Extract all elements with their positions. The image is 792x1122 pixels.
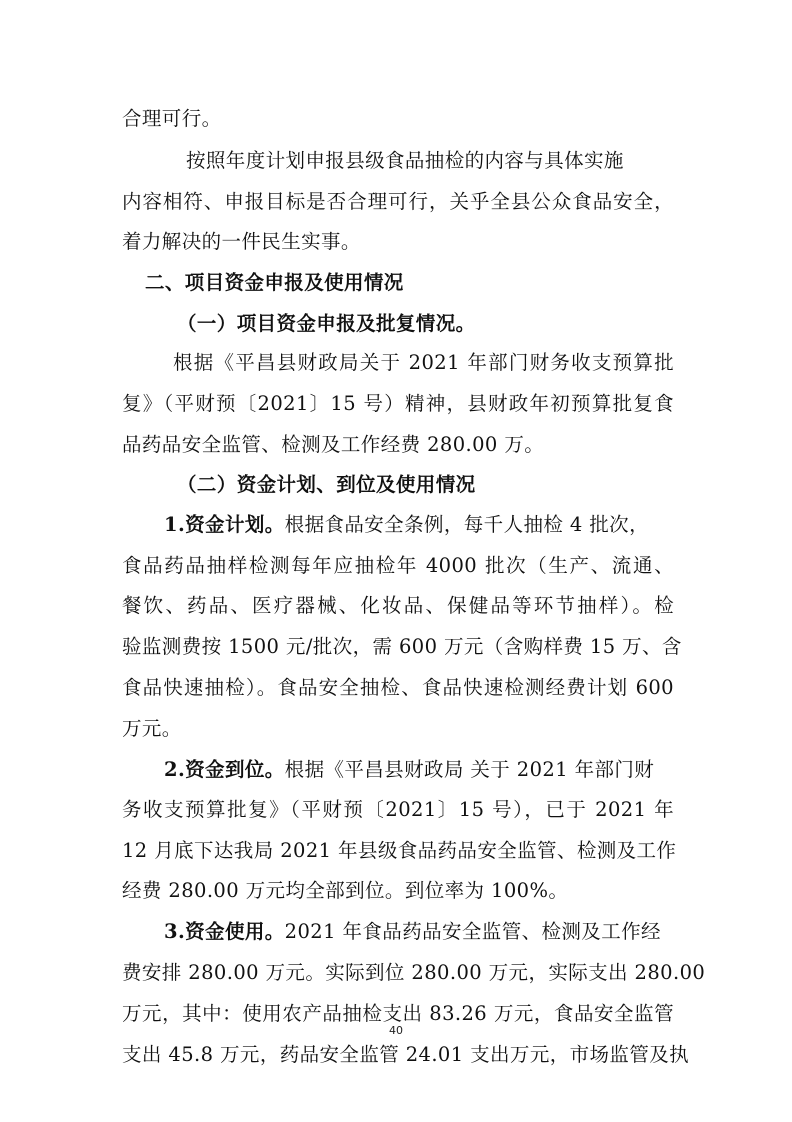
section-heading: 二、项目资金申报及使用情况 [145, 271, 404, 294]
paragraph-line: 经费 280.00 万元均全部到位。到位率为 100%。 [122, 879, 569, 902]
paragraph-line: 食品快速抽检）。食品安全抽检、食品快速检测经费计划 600 [122, 676, 674, 699]
item-text: 根据食品安全条例，每千人抽检 4 批次， [284, 513, 649, 536]
paragraph-line: 复》（平财预〔2021〕15 号）精神，县财政年初预算批复食 [122, 392, 674, 415]
paragraph-line: 12 月底下达我局 2021 年县级食品药品安全监管、检测及工作 [122, 839, 677, 862]
paragraph-line: 按照年度计划申报县级食品抽检的内容与具体实施 [186, 149, 624, 172]
item-title: 1.资金计划。 [164, 513, 285, 536]
paragraph-line: 食品药品抽样检测每年应抽检年 4000 批次（生产、流通、 [122, 554, 674, 577]
paragraph-line: 餐饮、药品、医疗器械、化妆品、保健品等环节抽样）。检 [122, 594, 674, 617]
paragraph-line: 万元，其中：使用农产品抽检支出 83.26 万元，食品安全监管 [122, 1002, 674, 1025]
paragraph-line: 品药品安全监管、检测及工作经费 280.00 万。 [122, 433, 545, 456]
item-text: 根据《平昌县财政局 关于 2021 年部门财 [284, 758, 655, 781]
paragraph-line: 根据《平昌县财政局关于 2021 年部门财务收支预算批 [173, 351, 674, 374]
paragraph-line: 支出 45.8 万元，药品安全监管 24.01 支出万元，市场监管及执 [122, 1043, 690, 1066]
paragraph-line: 费安排 280.00 万元。实际到位 280.00 万元，实际支出 280.00 [122, 961, 706, 984]
paragraph-line: 合理可行。 [122, 107, 222, 130]
paragraph-line [164, 757, 674, 783]
subsection-heading: （一）项目资金申报及批复情况。 [177, 312, 476, 335]
item-title: 3.资金使用。 [164, 920, 285, 943]
item-text: 2021 年食品药品安全监管、检测及工作经 [284, 920, 661, 943]
paragraph-line [164, 919, 674, 945]
subsection-heading: （二）资金计划、到位及使用情况 [177, 473, 476, 496]
paragraph-line: 万元。 [122, 717, 182, 740]
paragraph-line: 着力解决的一件民生实事。 [122, 230, 361, 253]
paragraph-line: 内容相符、申报目标是否合理可行，关乎全县公众食品安全， [122, 190, 674, 213]
paragraph-line [164, 512, 674, 538]
item-title: 2.资金到位。 [164, 758, 285, 781]
paragraph-line: 验监测费按 1500 元/批次，需 600 万元（含购样费 15 万、含 [122, 635, 682, 658]
paragraph-line: 务收支预算批复》（平财预〔2021〕15 号），已于 2021 年 [122, 798, 674, 821]
page-number: 40 [389, 1024, 403, 1037]
